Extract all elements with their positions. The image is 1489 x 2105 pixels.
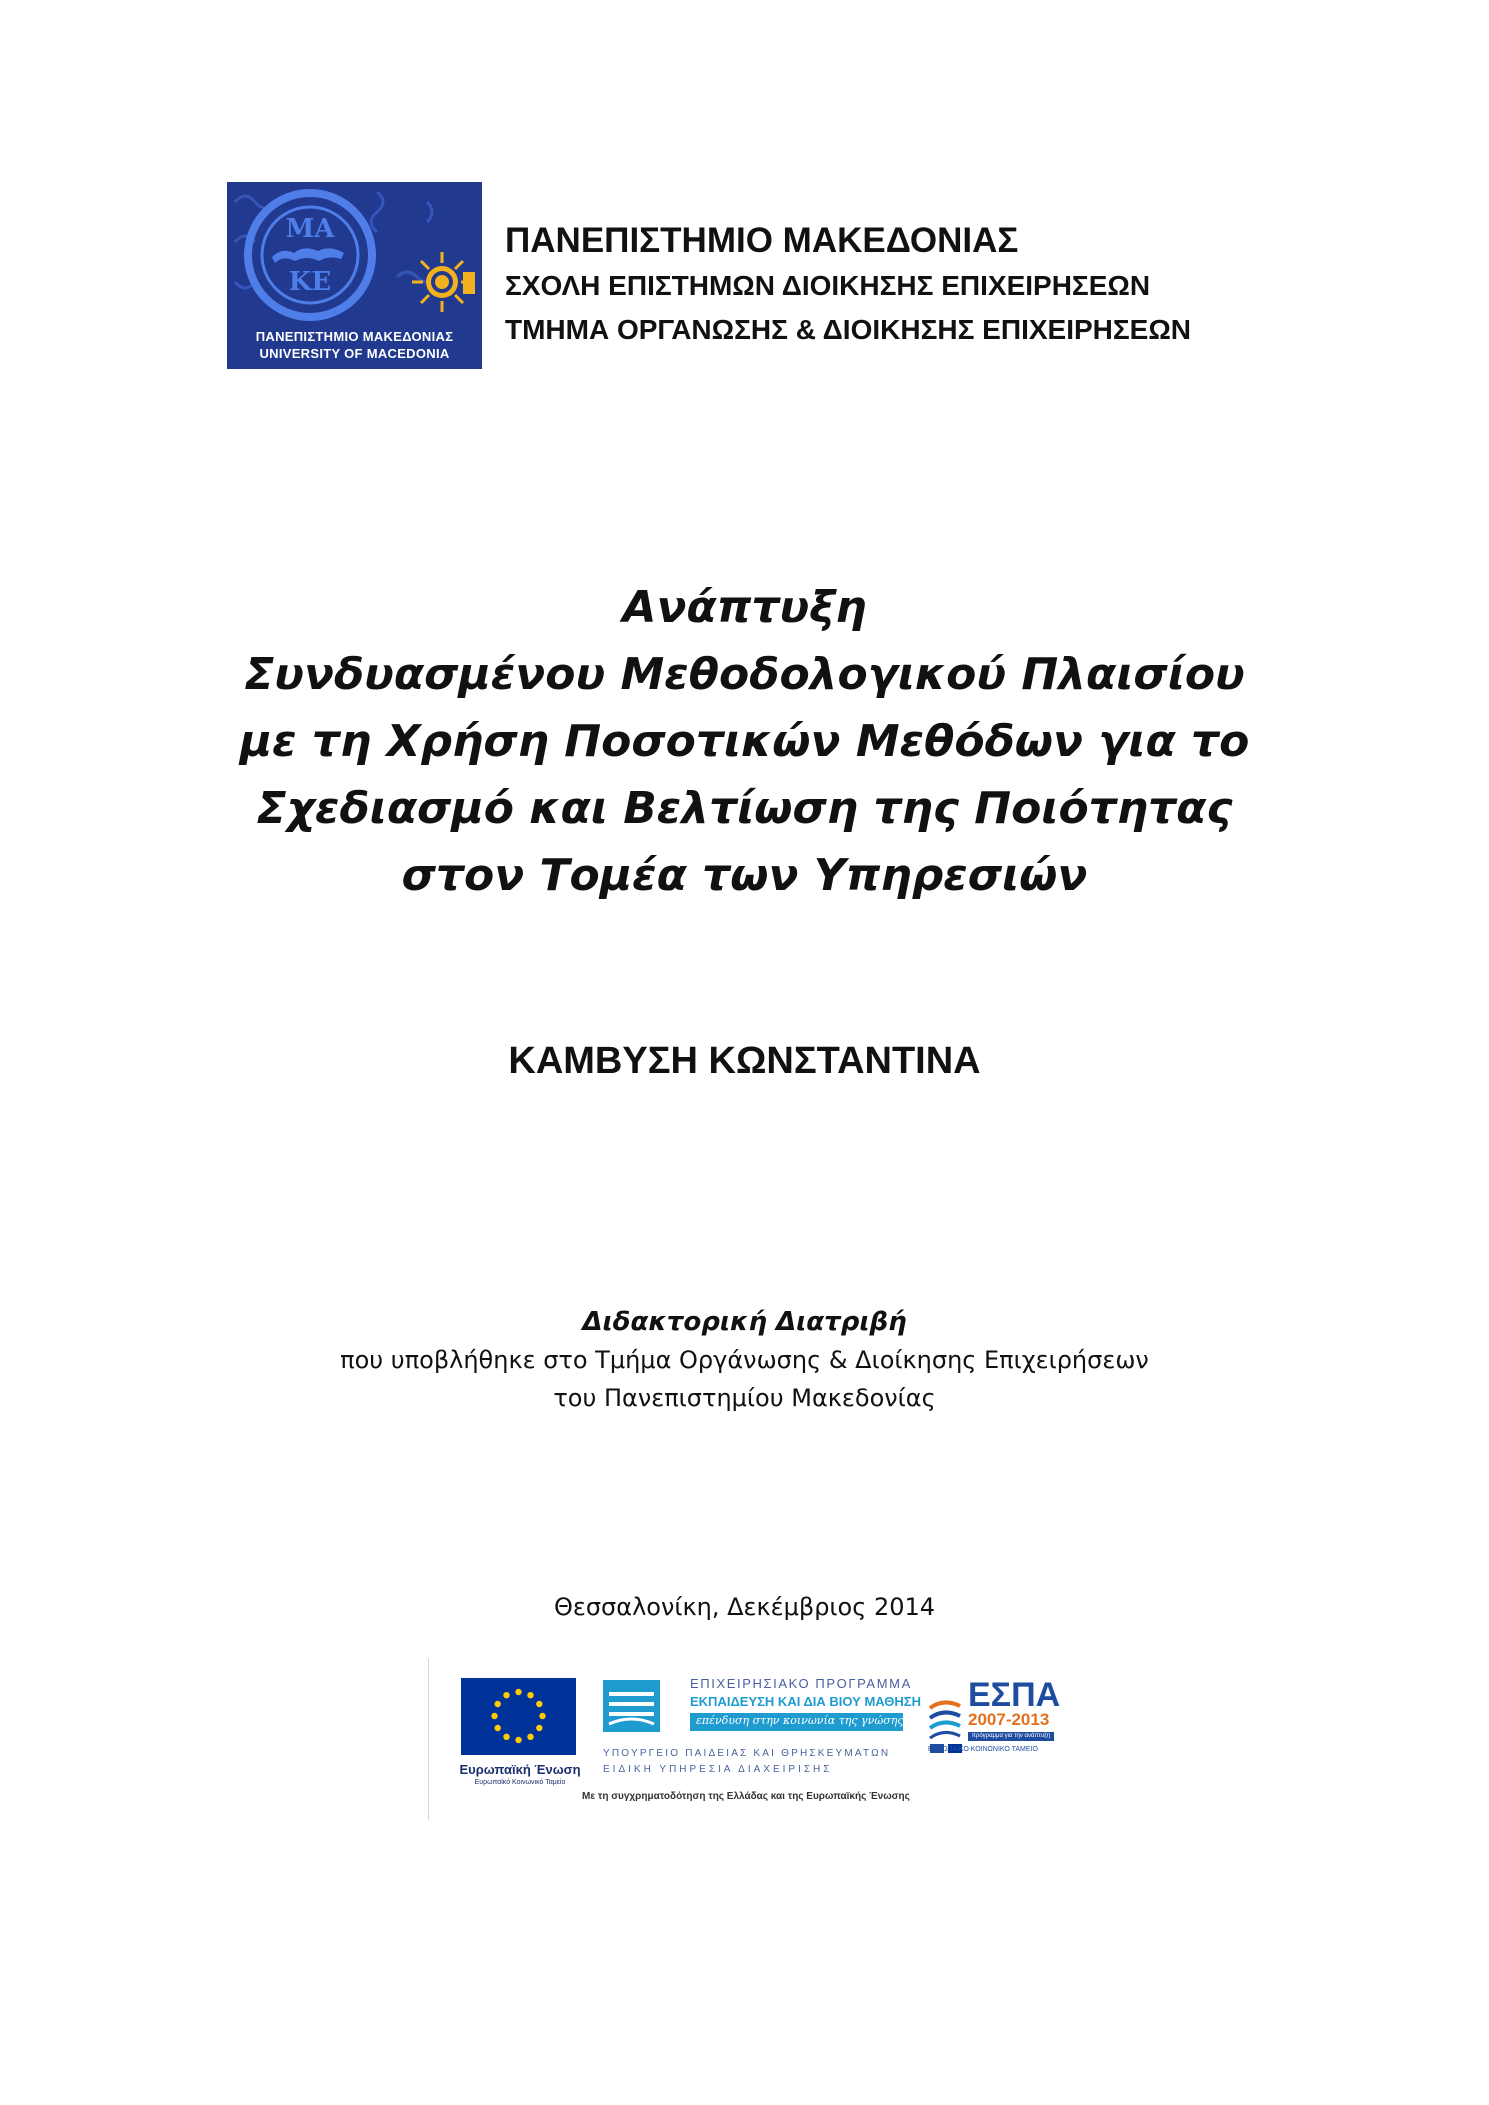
submission-line-2: του Πανεπιστημίου Μακεδονίας bbox=[553, 1384, 936, 1412]
thesis-title bbox=[0, 574, 1489, 909]
management-service: ΕΙΔΙΚΗ ΥΠΗΡΕΣΙΑ ΔΙΑΧΕΙΡΙΣΗΣ bbox=[603, 1764, 833, 1775]
cofunding-note: Με τη συγχρηματοδότηση της Ελλάδας και της Ευρωπαϊκής Ένωσης bbox=[582, 1791, 910, 1802]
university-name: ΠΑΝΕΠΙΣΤΗΜΙΟ ΜΑΚΕΔΟΝΙΑΣ bbox=[505, 221, 1019, 260]
funding-logos bbox=[428, 1658, 1088, 1818]
author-name: ΚΑΜΒΥΣΗ ΚΩΝΣΤΑΝΤΙΝΑ bbox=[508, 1040, 981, 1082]
espa-fund: ΕΥΡΩΠΑΪΚΟ ΚΟΙΝΩΝΙΚΟ ΤΑΜΕΙΟ bbox=[928, 1746, 1038, 1753]
espa-name: ΕΣΠΑ bbox=[968, 1676, 1061, 1714]
title-line: Σχεδιασμό και Βελτίωση της Ποιότητας bbox=[256, 783, 1233, 834]
program-slogan: επένδυση στην κοινωνία της γνώσης bbox=[696, 1714, 904, 1727]
logo-caption-greek: ΠΑΝΕΠΙΣΤΗΜΙΟ ΜΑΚΕΔΟΝΙΑΣ bbox=[255, 329, 454, 344]
submission-statement bbox=[0, 1303, 1489, 1417]
program-name: ΕΚΠΑΙΔΕΥΣΗ ΚΑΙ ΔΙΑ ΒΙΟΥ ΜΑΘΗΣΗ bbox=[690, 1694, 921, 1709]
submission-line-1: που υποβλήθηκε στο Τμήμα Οργάνωσης & Διοίκησης Επιχειρήσεων bbox=[340, 1346, 1149, 1374]
logo-caption-english: UNIVERSITY OF MACEDONIA bbox=[259, 346, 450, 361]
espa-years: 2007-2013 bbox=[968, 1710, 1050, 1729]
document-type: Διδακτορική Διατριβή bbox=[582, 1307, 907, 1337]
department-name: ΤΜΗΜΑ ΟΡΓΑΝΩΣΗΣ & ΔΙΟΙΚΗΣΗΣ ΕΠΙΧΕΙΡΗΣΕΩΝ bbox=[505, 314, 1192, 345]
ministry-name: ΥΠΟΥΡΓΕΙΟ ΠΑΙΔΕΙΑΣ ΚΑΙ ΘΡΗΣΚΕΥΜΑΤΩΝ bbox=[603, 1748, 891, 1759]
divider bbox=[428, 1658, 429, 1820]
institution-header bbox=[505, 218, 1305, 352]
espa-motto: πρόγραμμα για την ανάπτυξη bbox=[968, 1732, 1054, 1741]
title-line: Συνδυασμένου Μεθοδολογικού Πλαισίου bbox=[244, 649, 1245, 700]
school-name: ΣΧΟΛΗ ΕΠΙΣΤΗΜΩΝ ΔΙΟΙΚΗΣΗΣ ΕΠΙΧΕΙΡΗΣΕΩΝ bbox=[505, 270, 1151, 301]
education-program-icon bbox=[603, 1680, 660, 1732]
eu-label bbox=[450, 1762, 590, 1788]
eu-fund: Ευρωπαϊκό Κοινωνικό Ταμείο bbox=[474, 1779, 566, 1786]
seal-letters-top: ΜΑ bbox=[285, 214, 335, 244]
place-and-date: Θεσσαλονίκη, Δεκέμβριος 2014 bbox=[553, 1593, 936, 1621]
seal-letters-bottom: ΚΕ bbox=[288, 267, 332, 297]
eu-name: Ευρωπαϊκή Ένωση bbox=[459, 1762, 581, 1777]
title-line: Ανάπτυξη bbox=[622, 582, 867, 633]
title-line: στον Τομέα των Υπηρεσιών bbox=[401, 850, 1088, 901]
university-logo bbox=[227, 182, 482, 369]
program-label: ΕΠΙΧΕΙΡΗΣΙΑΚΟ ΠΡΟΓΡΑΜΜΑ bbox=[690, 1676, 912, 1691]
title-line: με τη Χρήση Ποσοτικών Μεθόδων για το bbox=[239, 716, 1250, 767]
eu-flag-icon bbox=[461, 1678, 576, 1755]
